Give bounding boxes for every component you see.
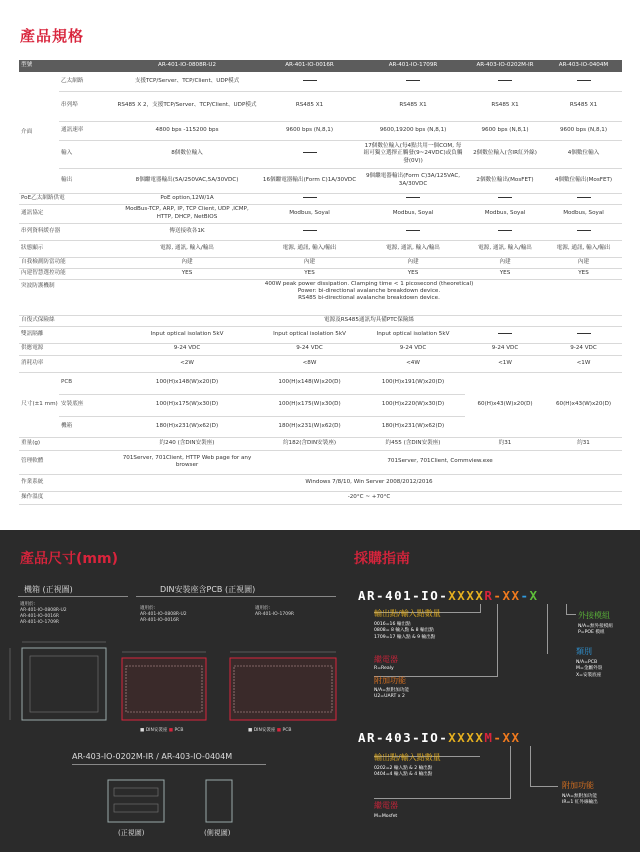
table-cell: 100(H)x191(W)x20(D) xyxy=(361,372,465,394)
table-row xyxy=(19,450,622,474)
relay2-desc: M=Mosfet xyxy=(374,814,398,819)
table-cell xyxy=(465,223,545,240)
table-cell: 內建 xyxy=(116,257,258,268)
table-cell: RS485 X 2，支援TCP/Server、TCP/Client、UDP模式 xyxy=(116,91,258,121)
table-row xyxy=(19,355,622,372)
table-row xyxy=(19,279,622,315)
table-cell: 電源, 通訊, 輸入/輸出 xyxy=(258,240,361,257)
table-cell: <8W xyxy=(258,355,361,372)
table-cell: 安裝底座 xyxy=(59,394,116,416)
qty-label: 輸出點/輸入點數量 xyxy=(374,609,441,618)
din-applies-a: 適用於: AR-401-IO-0808R-U2 AR-401-IO-0016R xyxy=(140,606,187,624)
table-cell xyxy=(545,326,622,343)
order-title: 採購指南 xyxy=(354,551,410,567)
ext-desc: N/A=無外接模組 P=POE 模組 xyxy=(578,624,613,636)
table-cell: 4800 bps -115200 bps xyxy=(116,121,258,140)
table-cell xyxy=(361,193,465,204)
table-cell: 內建智慧選控功能 xyxy=(19,268,116,279)
table-cell: 17個數位輸入(每4點共用一個COM, 每組可獨立選擇正觸發(9~24VDC)或負觸發(0V)) xyxy=(361,140,465,168)
table-row xyxy=(19,474,622,491)
table-cell: 內建 xyxy=(361,257,465,268)
small-models-title: AR-403-IO-0202M-IR / AR-403-IO-0404M xyxy=(72,752,233,761)
table-cell xyxy=(258,193,361,204)
table-cell: 9-24 VDC xyxy=(116,343,258,355)
table-cell: 2個數位輸出(MosFET) xyxy=(465,168,545,193)
table-cell: 電源, 通訊, 輸入/輸出 xyxy=(545,240,622,257)
table-row xyxy=(19,315,622,326)
table-cell: YES xyxy=(545,268,622,279)
table-cell: 機箱 xyxy=(59,416,116,437)
table-cell: 通訊速率 xyxy=(59,121,116,140)
table-cell: 電源, 通訊, 輸入/輸出 xyxy=(465,240,545,257)
table-cell: YES xyxy=(465,268,545,279)
table-cell: Modbus, Soyal xyxy=(545,204,622,223)
table-cell: 串列資料緩存器 xyxy=(19,223,116,240)
table-cell: 消耗功率 xyxy=(19,355,116,372)
table-cell: 16個繼電器輸出(Form C)1A/30VDC xyxy=(258,168,361,193)
table-row xyxy=(19,437,622,450)
table-cell xyxy=(465,193,545,204)
type-desc: N/A=PCB M=金屬外殼 X=安裝底座 xyxy=(576,660,603,678)
qty2-desc: 0202=2 輸入點 & 2 輸出點 0404=4 輸入點 & 4 輸出點 xyxy=(374,766,433,778)
din-pcb-b xyxy=(230,658,336,720)
table-cell: 4個數位輸入 xyxy=(545,140,622,168)
table-cell: 9600,19200 bps (N,8,1) xyxy=(361,121,465,140)
table-cell: 約455 (含DIN安裝座) xyxy=(361,437,465,450)
table-row xyxy=(19,326,622,343)
table-cell: <4W xyxy=(361,355,465,372)
dims-order-section xyxy=(0,530,640,852)
qty-desc: 0016=16 輸出點 0808= 8 輸入點 & 8 輸出點 1709=17 輸入點 & 9 輸出點 xyxy=(374,622,436,640)
table-cell: Windows 7/8/10, Win Server 2008/2012/2016 xyxy=(116,474,622,491)
table-cell: 狀態顯示 xyxy=(19,240,116,257)
type-label: 類別 xyxy=(576,647,592,656)
addon-label: 附加功能 xyxy=(374,676,406,685)
table-cell: 180(H)x231(W)x62(D) xyxy=(258,416,361,437)
qty2-label: 輸出點/輸入點數量 xyxy=(374,753,441,762)
table-cell: 9-24 VDC xyxy=(465,343,545,355)
case-outline xyxy=(22,648,106,720)
table-cell: 支援TCP/Server、TCP/Client、UDP模式 xyxy=(116,72,258,91)
table-row xyxy=(19,91,622,121)
relay2-label: 繼電器 xyxy=(374,801,398,810)
table-cell: PoE乙太網路供電 xyxy=(19,193,116,204)
table-cell: 串列埠 xyxy=(59,91,116,121)
legend-a: ■ DIN安裝座 ■ PCB xyxy=(140,728,184,733)
table-cell: Input optical isolation 5kV xyxy=(116,326,258,343)
table-cell: 通訊協定 xyxy=(19,204,116,223)
table-cell: RS485 X1 xyxy=(545,91,622,121)
table-cell: 內建 xyxy=(465,257,545,268)
order-code-401: AR-401-IO-XXXXR-XX-X xyxy=(358,588,539,603)
table-cell: 8個數位輸入 xyxy=(116,140,258,168)
table-cell: 9600 bps (N,8,1) xyxy=(258,121,361,140)
relay-desc: R=Realy xyxy=(374,666,394,671)
table-row xyxy=(19,372,622,394)
table-cell: Modbus, Soyal xyxy=(361,204,465,223)
table-row xyxy=(19,491,622,504)
table-cell: 9個繼電器輸出(Form C)3A/125VAC, 3A/30VDC xyxy=(361,168,465,193)
table-cell xyxy=(545,193,622,204)
table-cell: 型號 xyxy=(19,60,116,72)
table-cell: RS485 X1 xyxy=(258,91,361,121)
table-cell: 輸入 xyxy=(59,140,116,168)
table-cell: 60(H)x43(W)x20(D) xyxy=(545,372,622,437)
table-row xyxy=(19,343,622,355)
table-cell: 約240 (含DIN安裝座) xyxy=(116,437,258,450)
table-cell: 9600 bps (N,8,1) xyxy=(465,121,545,140)
table-cell: 100(H)x148(W)x20(D) xyxy=(258,372,361,394)
table-cell: AR-401-IO-1709R xyxy=(361,60,465,72)
table-cell: <2W xyxy=(116,355,258,372)
table-cell: 內建 xyxy=(258,257,361,268)
table-cell: 介面 xyxy=(19,72,59,193)
table-cell: 自復式保險絲 xyxy=(19,315,116,326)
table-cell xyxy=(258,72,361,91)
dimension-drawings xyxy=(0,630,345,730)
table-cell xyxy=(258,223,361,240)
table-cell: PCB xyxy=(59,372,116,394)
table-cell: 電源, 通訊, 輸入/輸出 xyxy=(116,240,258,257)
table-cell: 內建 xyxy=(545,257,622,268)
table-cell xyxy=(258,140,361,168)
table-row xyxy=(19,140,622,168)
table-cell: 701Server, 701Client, HTTP Web page for any browser xyxy=(116,450,258,474)
table-row xyxy=(19,268,622,279)
table-cell: 乙太網路 xyxy=(59,72,116,91)
front-view-label: (正視圖) xyxy=(118,829,145,837)
spec-title: 產品規格 xyxy=(20,27,85,45)
table-cell: AR-401-IO-0016R xyxy=(258,60,361,72)
table-cell: 100(H)x175(W)x30(D) xyxy=(258,394,361,416)
table-cell: Input optical isolation 5kV xyxy=(361,326,465,343)
addon2-label: 附加功能 xyxy=(562,781,594,790)
small-module-drawings xyxy=(0,770,345,832)
table-cell: RS485 X1 xyxy=(465,91,545,121)
table-cell: 100(H)x148(W)x20(D) xyxy=(116,372,258,394)
table-row xyxy=(19,193,622,204)
table-row xyxy=(19,240,622,257)
side-view-label: (側視圖) xyxy=(204,829,231,837)
table-cell: YES xyxy=(258,268,361,279)
case-applies: 適用於: AR-401-IO-0808R-U2 AR-401-IO-0016R AR-401-IO-1709R xyxy=(20,602,67,626)
ext-label: 外接模組 xyxy=(578,611,610,620)
table-cell: 雙訊隔離 xyxy=(19,326,116,343)
legend-b: ■ DIN安裝座 ■ PCB xyxy=(248,728,292,733)
table-cell: 輸出 xyxy=(59,168,116,193)
table-cell: 60(H)x43(W)x20(D) xyxy=(465,372,545,437)
table-cell xyxy=(545,72,622,91)
table-cell: 180(H)x231(W)x62(D) xyxy=(116,416,258,437)
table-cell: RS485 X1 xyxy=(361,91,465,121)
table-cell: 約31 xyxy=(545,437,622,450)
table-cell: 電源及RS485通訊均具備PTC保險絲 xyxy=(116,315,622,326)
table-cell: 9-24 VDC xyxy=(258,343,361,355)
table-row xyxy=(19,72,622,91)
table-row xyxy=(19,257,622,268)
din-pcb-a xyxy=(122,658,206,720)
table-cell xyxy=(361,72,465,91)
table-cell: 9-24 VDC xyxy=(545,343,622,355)
addon-desc: N/A=無附加功能 U2=UART x 2 xyxy=(374,688,409,700)
table-cell: AR-403-IO-0404M xyxy=(545,60,622,72)
din-view-title: DIN安裝座含PCB (正視圖) xyxy=(160,585,256,594)
table-cell: 突波防護機制 xyxy=(19,279,116,315)
spec-table xyxy=(19,60,622,505)
table-cell: 8個繼電器輸出(5A/250VAC,5A/30VDC) xyxy=(116,168,258,193)
table-row xyxy=(19,223,622,240)
table-cell: AR-401-IO-0808R-U2 xyxy=(116,60,258,72)
table-cell: 100(H)x175(W)x30(D) xyxy=(116,394,258,416)
case-view-title: 機箱 (正視圖) xyxy=(24,585,73,594)
table-cell: 尺寸(±1 mm) xyxy=(19,372,59,437)
table-cell: AR-403-IO-0202M-IR xyxy=(465,60,545,72)
table-cell: 701Server, 701Client, Commview.exe xyxy=(258,450,622,474)
table-cell: 管理軟體 xyxy=(19,450,116,474)
table-cell: ModBus-TCP, ARP, IP, TCP Client, UDP ,ICMP, HTTP, DHCP, NetBIOS xyxy=(116,204,258,223)
table-cell: Modbus, Soyal xyxy=(465,204,545,223)
table-cell: 傳送接收各1K xyxy=(116,223,258,240)
table-cell: Modbus, Soyal xyxy=(258,204,361,223)
table-cell xyxy=(465,72,545,91)
table-cell: 4個數位輸出(MosFET) xyxy=(545,168,622,193)
table-cell: 作業系統 xyxy=(19,474,116,491)
din-applies-b: 適用於: AR-401-IO-1709R xyxy=(255,606,295,618)
table-cell xyxy=(545,223,622,240)
table-cell: <1W xyxy=(465,355,545,372)
table-cell: YES xyxy=(361,268,465,279)
table-cell: 2個數位輸入(含IR紅外線) xyxy=(465,140,545,168)
table-cell: PoE option,12W/1A xyxy=(116,193,258,204)
table-cell: YES xyxy=(116,268,258,279)
table-cell: 約31 xyxy=(465,437,545,450)
order-code-403: AR-403-IO-XXXXM-XX xyxy=(358,730,521,745)
table-cell xyxy=(465,326,545,343)
addon2-desc: N/A=無附加功能 IR=1 紅外線輸出 xyxy=(562,794,598,806)
dims-title: 產品尺寸(mm) xyxy=(20,551,118,567)
table-cell: 180(H)x231(W)x62(D) xyxy=(361,416,465,437)
table-cell: 9-24 VDC xyxy=(361,343,465,355)
table-cell: 9600 bps (N,8,1) xyxy=(545,121,622,140)
table-cell: <1W xyxy=(545,355,622,372)
table-cell: 供應電源 xyxy=(19,343,116,355)
relay-label: 繼電器 xyxy=(374,655,398,664)
table-cell: 自我檢測防當功能 xyxy=(19,257,116,268)
table-cell: 電源, 通訊, 輸入/輸出 xyxy=(361,240,465,257)
table-cell: 100(H)x220(W)x30(D) xyxy=(361,394,465,416)
table-cell: -20°C ~ +70°C xyxy=(116,491,622,504)
table-cell xyxy=(361,223,465,240)
table-cell: Input optical isolation 5kV xyxy=(258,326,361,343)
table-row xyxy=(19,204,622,223)
table-header-row xyxy=(19,60,622,72)
table-row xyxy=(19,168,622,193)
table-cell: 約182(含DIN安裝座) xyxy=(258,437,361,450)
table-row xyxy=(19,121,622,140)
table-cell: 操作溫度 xyxy=(19,491,116,504)
table-cell: 重量(g) xyxy=(19,437,116,450)
table-cell: 400W peak power dissipation. Clamping time < 1 picosecond (theoretical) Power: bi-directional avalanche breakdown device. RS485 bi-directional avalanche breakdown device. xyxy=(116,279,622,315)
